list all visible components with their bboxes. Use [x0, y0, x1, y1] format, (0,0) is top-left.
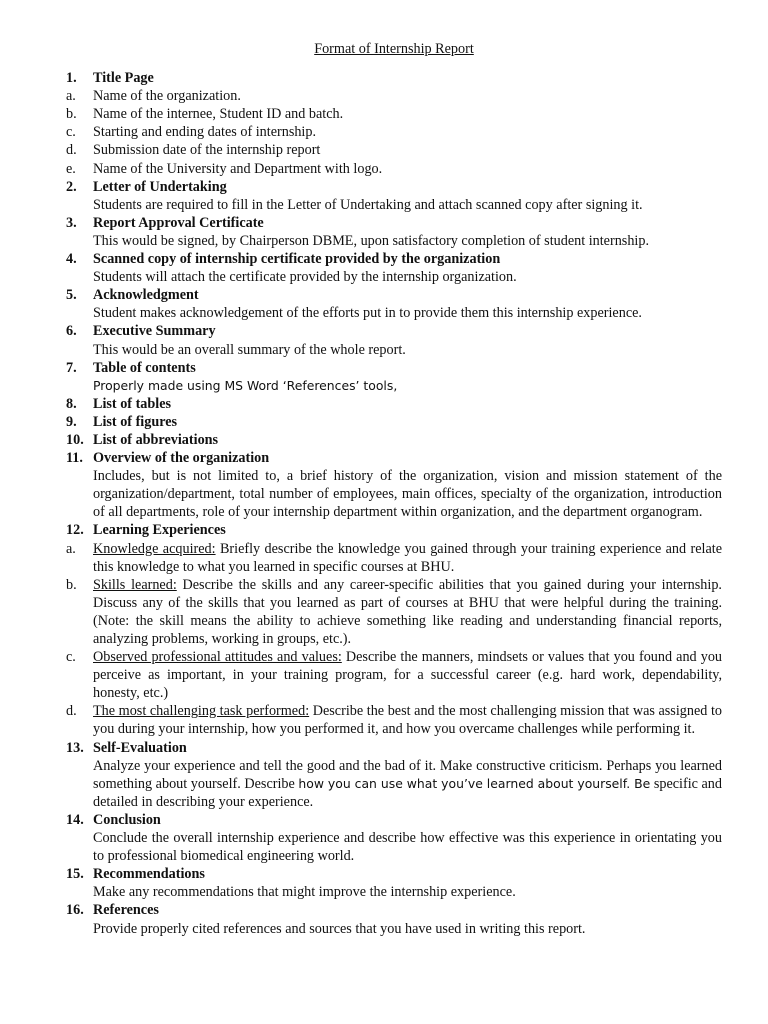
item-text: Submission date of the internship report [93, 142, 321, 159]
item-letter: a. [66, 540, 76, 557]
item-letter: e. [66, 160, 76, 177]
item-letter: c. [66, 649, 76, 666]
item-letter: c. [66, 124, 76, 141]
section-number: 1. [66, 70, 77, 87]
section-body: This would be an overall summary of the whole report. [93, 341, 406, 358]
section-heading: Recommendations [93, 866, 205, 883]
section-number: 6. [66, 323, 77, 340]
section-heading: Title Page [93, 70, 154, 87]
section-heading: Learning Experiences [93, 522, 226, 539]
list-item [66, 540, 722, 576]
section-number: 10. [66, 431, 84, 448]
section-number: 15. [66, 866, 84, 883]
item-letter: a. [66, 88, 76, 105]
section-number: 9. [66, 413, 77, 430]
section-number: 12. [66, 522, 84, 539]
item-text: Describe the skills and any career-specific abilities that you gained during your internship. Discuss any of the skills that you learned as part of courses at BHU that were helpful during the training. (Note: the skill means the ability to achieve something like reading and understanding financial reports, analyzing problems, working in groups, etc.). [93, 576, 722, 647]
item-text: Starting and ending dates of internship. [93, 124, 317, 141]
list-item [66, 141, 722, 159]
section-number: 3. [66, 214, 77, 231]
section-body [66, 757, 722, 811]
section-number: 11. [66, 450, 83, 467]
section-body: Includes, but is not limited to, a brief history of the organization, vision and mission statement of the organization/department, total number of employees, main offices, specialty of the organization, introduction of all departments, role of your internship department within organization, and the department organogram. [93, 468, 722, 521]
section-body: Conclude the overall internship experience and describe how effective was this experience in orientating you to professional biomedical engineering world. [93, 830, 722, 865]
section-number: 2. [66, 178, 77, 195]
item-letter: b. [66, 576, 77, 593]
section-heading: Scanned copy of internship certificate provided by the organization [93, 251, 501, 268]
section-heading: Letter of Undertaking [93, 178, 227, 195]
item-text: Name of the organization. [93, 88, 241, 105]
item-label: Knowledge acquired: [93, 540, 216, 557]
item-text: Describe the manners, mindsets or values that you found and you perceive as important, in your training program, for a successful career (e.g. hard work, dependability, honesty, etc.) [93, 649, 723, 702]
list-item [66, 576, 722, 648]
section-list-of-figures [66, 413, 722, 431]
item-letter: b. [66, 106, 77, 123]
section-heading: Self-Evaluation [93, 739, 187, 756]
section-learning-experiences [66, 521, 722, 539]
section-title-page [66, 69, 722, 87]
item-label: The most challenging task performed: [93, 703, 310, 720]
section-references [66, 901, 722, 919]
section-heading: List of figures [93, 413, 178, 430]
section-number: 16. [66, 902, 84, 919]
section-number: 8. [66, 395, 77, 412]
section-acknowledgment [66, 286, 722, 304]
section-body: This would be signed, by Chairperson DBME, upon satisfactory completion of student internship. [93, 232, 649, 249]
section-number: 14. [66, 811, 84, 828]
section-body-text: Properly made using MS Word ‘References’ tools, [93, 377, 398, 393]
list-item [66, 105, 722, 123]
item-text: Name of the University and Department with logo. [93, 160, 383, 177]
list-item [66, 87, 722, 105]
section-heading: Report Approval Certificate [93, 214, 264, 231]
section-conclusion [66, 811, 722, 829]
section-number: 13. [66, 739, 84, 756]
item-label: Skills learned: [93, 576, 177, 593]
section-list-of-abbreviations [66, 431, 722, 449]
section-body: Student makes acknowledgement of the efforts put in to provide them this internship experience. [93, 305, 642, 322]
item-letter: d. [66, 703, 77, 720]
item-text: Briefly describe the knowledge you gained through your training experience and relate this knowledge to what you learned in specific courses at BHU. [93, 540, 722, 575]
section-overview-organization [66, 449, 722, 467]
section-number: 5. [66, 287, 77, 304]
list-item [66, 123, 722, 141]
section-body: Make any recommendations that might improve the internship experience. [93, 884, 516, 901]
section-heading: Conclusion [93, 811, 161, 828]
section-table-of-contents [66, 359, 722, 377]
section-body-text: Analyze your experience and tell the good and the bad of it. Make constructive criticism. Perhaps you learned something about yourself. Describe [93, 757, 722, 792]
section-number: 7. [66, 359, 77, 376]
item-label: Observed professional attitudes and values: [93, 649, 342, 666]
section-report-approval [66, 214, 722, 232]
section-body: Students are required to fill in the Letter of Undertaking and attach scanned copy after signing it. [93, 196, 643, 213]
section-heading: Table of contents [93, 359, 196, 376]
item-text: Describe the best and the most challenging mission that was assigned to you during your internship, how you performed it, and how you overcame challenges while performing it. [93, 703, 722, 738]
page-title: Format of Internship Report [314, 41, 474, 57]
section-scanned-certificate [66, 250, 722, 268]
section-letter-of-undertaking [66, 178, 722, 196]
section-heading: Executive Summary [93, 323, 216, 340]
item-text: Name of the internee, Student ID and batch. [93, 106, 344, 123]
section-recommendations [66, 865, 722, 883]
item-letter: d. [66, 142, 77, 159]
list-item [66, 702, 722, 738]
section-list-of-tables [66, 395, 722, 413]
section-body-text-sans: how you can use what you’ve learned about yourself. Be [298, 775, 651, 791]
section-body: Provide properly cited references and sources that you have used in writing this report. [93, 920, 586, 937]
list-item [66, 648, 722, 702]
section-self-evaluation [66, 739, 722, 757]
section-executive-summary [66, 322, 722, 340]
section-body [66, 377, 722, 395]
section-body-text-end: specific and detailed in describing your experience. [93, 775, 722, 810]
document-page [66, 40, 722, 938]
section-heading: List of abbreviations [93, 431, 219, 448]
section-heading: List of tables [93, 395, 172, 412]
section-heading: Overview of the organization [93, 450, 270, 467]
section-number: 4. [66, 251, 77, 268]
section-heading: Acknowledgment [93, 287, 199, 304]
section-heading: References [93, 902, 159, 919]
list-item [66, 160, 722, 178]
section-body: Students will attach the certificate provided by the internship organization. [93, 269, 517, 286]
